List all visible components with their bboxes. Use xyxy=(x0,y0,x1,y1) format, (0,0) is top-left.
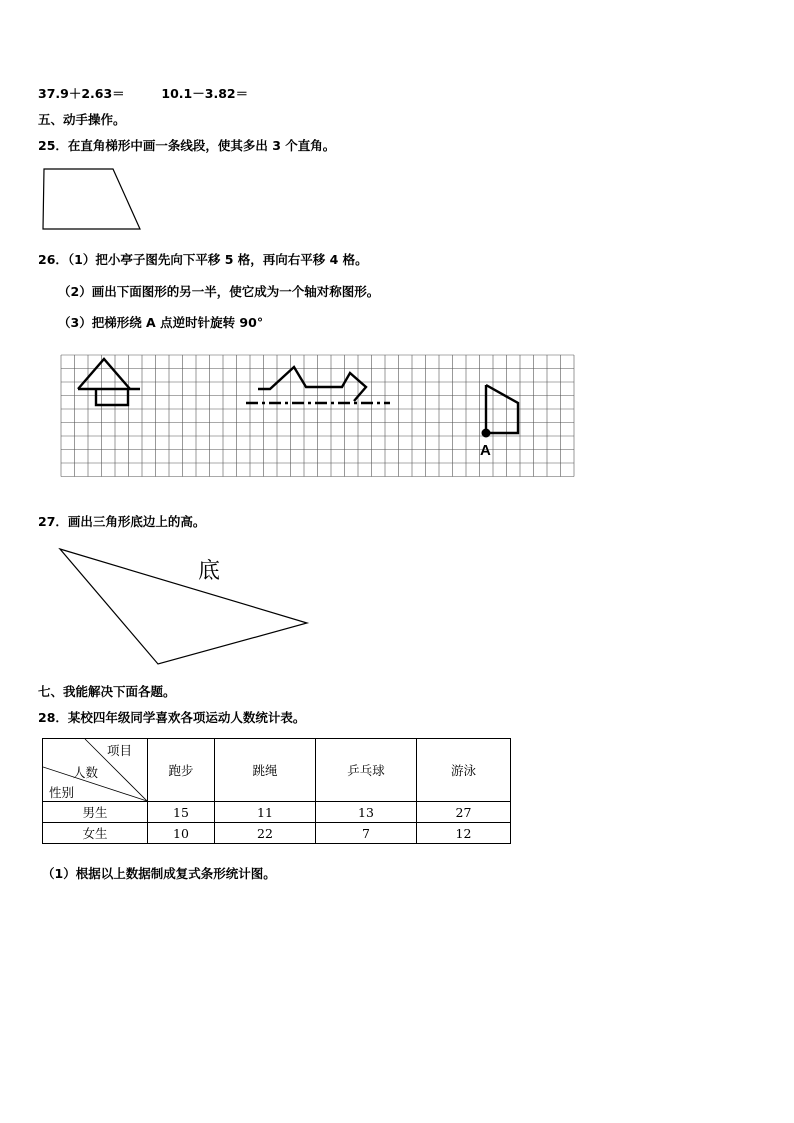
corner-label-gender: 性别 xyxy=(49,785,75,800)
table-header-row xyxy=(43,739,511,802)
corner-cell xyxy=(43,739,148,802)
base-label: 底 xyxy=(198,559,221,584)
table-cell: 12 xyxy=(417,823,511,844)
arithmetic-line xyxy=(38,84,248,102)
table-cell: 27 xyxy=(417,802,511,823)
table-cell: 7 xyxy=(316,823,417,844)
triangle-figure xyxy=(55,543,315,669)
table-cell: 22 xyxy=(215,823,316,844)
table-cell: 10 xyxy=(148,823,215,844)
question-26-part-1: 26．（1）把小亭子图先向下平移 5 格，再向右平移 4 格。 xyxy=(38,252,368,267)
question-28: 28．某校四年级同学喜欢各项运动人数统计表。 xyxy=(38,710,306,725)
point-a-label: A xyxy=(480,442,491,459)
question-28-part-1: （1）根据以上数据制成复式条形统计图。 xyxy=(42,866,276,881)
table-row xyxy=(43,823,511,844)
table-cell: 13 xyxy=(316,802,417,823)
table-cell: 15 xyxy=(148,802,215,823)
question-25: 25．在直角梯形中画一条线段，使其多出 3 个直角。 xyxy=(38,138,336,153)
half-figure-shape xyxy=(258,367,366,401)
corner-label-item: 项目 xyxy=(107,743,133,758)
section-7-heading: 七、我能解决下面各题。 xyxy=(38,684,176,699)
corner-label-count: 人数 xyxy=(73,765,99,780)
header-cell: 游泳 xyxy=(417,739,511,802)
table-cell: 11 xyxy=(215,802,316,823)
table-row xyxy=(43,802,511,823)
question-27: 27．画出三角形底边上的高。 xyxy=(38,514,206,529)
question-26-part-3: （3）把梯形绕 A 点逆时针旋转 90° xyxy=(58,315,264,330)
header-cell: 跳绳 xyxy=(215,739,316,802)
header-cell: 乒乓球 xyxy=(316,739,417,802)
arith-item-2: 10.1－3.82＝ xyxy=(161,86,249,101)
question-26-part-2: （2）画出下面图形的另一半，使它成为一个轴对称图形。 xyxy=(58,284,380,299)
row-label: 女生 xyxy=(43,823,148,844)
right-trapezoid-figure xyxy=(40,166,145,234)
grid-figure xyxy=(60,353,584,483)
section-5-heading: 五、动手操作。 xyxy=(38,112,126,127)
header-cell: 跑步 xyxy=(148,739,215,802)
sports-stats-table xyxy=(42,738,511,844)
point-a-marker xyxy=(482,429,491,438)
arith-item-1: 37.9＋2.63＝ xyxy=(38,86,125,101)
row-label: 男生 xyxy=(43,802,148,823)
